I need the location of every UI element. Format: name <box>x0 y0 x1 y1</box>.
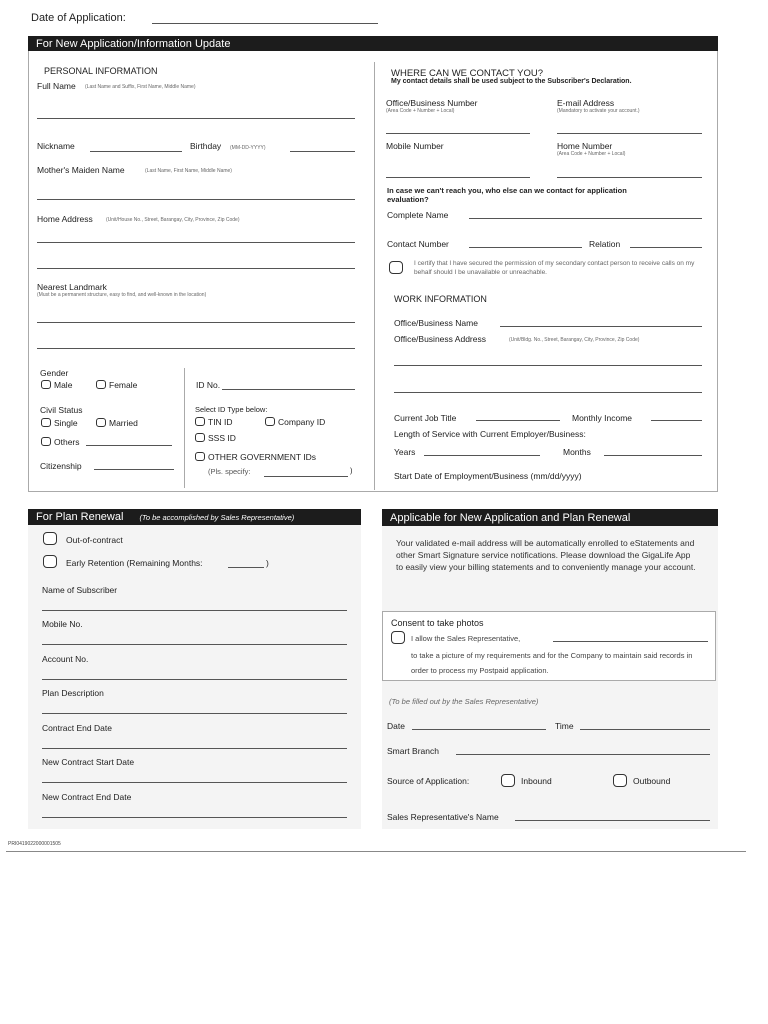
years-label: Years <box>394 447 416 457</box>
job-title-field[interactable] <box>476 420 560 421</box>
office-number-label: Office/Business Number <box>386 98 478 108</box>
subscriber-name-label: Name of Subscriber <box>42 585 118 595</box>
date-of-application-field[interactable] <box>152 23 378 24</box>
applicable-title: Applicable for New Application and Plan Renewal <box>390 511 631 524</box>
id-no-field[interactable] <box>222 389 355 390</box>
months-field[interactable] <box>604 455 702 456</box>
office-address-hint: (Unit/Bldg. No., Street, Barangay, City, Province, Zip Code) <box>509 337 640 343</box>
female-label: Female <box>109 380 138 390</box>
civil-status-label: Civil Status <box>40 405 83 415</box>
new-application-header <box>28 36 718 51</box>
landmark-field-1[interactable] <box>37 322 355 323</box>
column-divider <box>374 62 375 490</box>
sss-checkbox[interactable] <box>195 433 205 442</box>
full-name-label: Full Name <box>37 81 76 91</box>
source-label: Source of Application: <box>387 776 470 786</box>
others-field[interactable] <box>86 445 172 446</box>
sales-rep-note: (To be filled out by the Sales Representative) <box>389 697 539 706</box>
out-of-contract-checkbox[interactable] <box>43 532 57 545</box>
citizenship-label: Citizenship <box>40 461 82 471</box>
sss-label: SSS ID <box>208 433 236 443</box>
job-title-label: Current Job Title <box>394 413 457 423</box>
landmark-field-2[interactable] <box>37 348 355 349</box>
office-address-field-1[interactable] <box>394 365 702 366</box>
consent-checkbox[interactable] <box>391 631 405 644</box>
other-gov-checkbox[interactable] <box>195 452 205 461</box>
applicable-body: Your validated e-mail address will be automatically enrolled to eStatements and other Smart Signature service notifications. Please download the GigaLife App to easily view your billing statements and to conveniently manage your account. <box>396 538 696 572</box>
office-number-field[interactable] <box>386 133 530 134</box>
home-address-field-2[interactable] <box>37 268 355 269</box>
page-edge <box>6 851 746 852</box>
home-number-hint: (Area Code + Number + Local) <box>557 151 626 157</box>
early-retention-checkbox[interactable] <box>43 555 57 568</box>
personal-divider <box>184 368 185 488</box>
landmark-label: Nearest Landmark <box>37 282 107 292</box>
home-address-hint: (Unit/House No., Street, Barangay, City, Province, Zip Code) <box>106 217 240 223</box>
applicable-header <box>382 509 718 526</box>
email-hint: (Mandatory to activate your account.) <box>557 108 640 114</box>
mobile-number-field[interactable] <box>386 177 530 178</box>
early-retention-months-field[interactable] <box>228 567 264 568</box>
alt-contact-question: In case we can't reach you, who else can we contact for application evaluation? <box>387 186 627 204</box>
months-label: Months <box>563 447 591 457</box>
id-type-label: Select ID Type below: <box>195 405 268 414</box>
home-address-label: Home Address <box>37 214 93 224</box>
contract-end-label: Contract End Date <box>42 723 112 733</box>
office-address-field-2[interactable] <box>394 392 702 393</box>
new-contract-start-field[interactable] <box>42 782 347 783</box>
plan-renewal-header <box>28 509 361 525</box>
footer-code: PRI0419022000001505 <box>8 841 61 847</box>
monthly-income-field[interactable] <box>651 420 702 421</box>
contact-subtitle: My contact details shall be used subject to the Subscriber's Declaration. <box>391 78 632 85</box>
new-contract-end-label: New Contract End Date <box>42 792 132 802</box>
citizenship-field[interactable] <box>94 469 174 470</box>
full-name-hint: (Last Name and Suffix, First Name, Middle Name) <box>85 84 196 90</box>
certify-text: I certify that I have secured the permission of my secondary contact person to receive calls on my behalf should I be unavailable or unreachable. <box>414 260 695 276</box>
consent-line2: to take a picture of my requirements and for the Company to maintain said records in order to process my Postpaid application. <box>411 651 693 675</box>
years-field[interactable] <box>424 455 540 456</box>
other-gov-label: OTHER GOVERNMENT IDs <box>208 452 316 462</box>
female-checkbox[interactable] <box>96 380 106 389</box>
home-number-label: Home Number <box>557 141 613 151</box>
time-field[interactable] <box>580 729 710 730</box>
new-contract-end-field[interactable] <box>42 817 347 818</box>
office-address-label: Office/Business Address <box>394 334 486 344</box>
new-application-title: For New Application/Information Update <box>36 37 231 50</box>
email-label: E-mail Address <box>557 98 615 108</box>
company-id-label: Company ID <box>278 417 326 427</box>
work-info-title: WORK INFORMATION <box>394 294 487 304</box>
outbound-label: Outbound <box>633 776 671 786</box>
inbound-label: Inbound <box>521 776 552 786</box>
sales-rep-name-field[interactable] <box>515 820 710 821</box>
nickname-label: Nickname <box>37 141 75 151</box>
account-no-field[interactable] <box>42 679 347 680</box>
birthday-field[interactable] <box>290 151 355 152</box>
sales-rep-name-consent-field[interactable] <box>553 641 708 642</box>
nickname-field[interactable] <box>90 151 182 152</box>
home-number-field[interactable] <box>557 177 702 178</box>
out-of-contract-label: Out-of-contract <box>66 535 123 545</box>
date-field[interactable] <box>412 729 546 730</box>
email-field[interactable] <box>557 133 702 134</box>
married-label: Married <box>109 418 138 428</box>
complete-name-label: Complete Name <box>387 210 449 220</box>
mobile-no-label: Mobile No. <box>42 619 83 629</box>
married-checkbox[interactable] <box>96 418 106 427</box>
plan-description-field[interactable] <box>42 713 347 714</box>
new-contract-start-label: New Contract Start Date <box>42 757 135 767</box>
gender-label: Gender <box>40 368 69 378</box>
mobile-no-field[interactable] <box>42 644 347 645</box>
early-retention-close: ) <box>266 558 269 568</box>
plan-renewal-note: (To be accomplished by Sales Representative) <box>139 512 295 522</box>
time-label: Time <box>555 721 574 731</box>
inbound-checkbox[interactable] <box>501 774 515 787</box>
mothers-maiden-hint: (Last Name, First Name, Middle Name) <box>145 168 232 174</box>
monthly-income-label: Monthly Income <box>572 413 632 423</box>
single-checkbox[interactable] <box>41 418 51 427</box>
outbound-checkbox[interactable] <box>613 774 627 787</box>
start-date-label: Start Date of Employment/Business (mm/dd/yyyy) <box>394 471 582 481</box>
mothers-maiden-label: Mother's Maiden Name <box>37 165 125 175</box>
tin-checkbox[interactable] <box>195 417 205 426</box>
personal-info-title: PERSONAL INFORMATION <box>44 66 158 76</box>
others-label: Others <box>54 437 80 447</box>
plan-renewal-section <box>28 509 361 829</box>
others-checkbox[interactable] <box>41 437 51 446</box>
early-retention-label: Early Retention (Remaining Months: <box>66 558 203 568</box>
contact-title: WHERE CAN WE CONTACT YOU? <box>391 68 544 79</box>
home-address-field-1[interactable] <box>37 242 355 243</box>
plan-description-label: Plan Description <box>42 688 104 698</box>
date-of-application-label: Date of Application: <box>31 12 126 24</box>
mobile-number-label: Mobile Number <box>386 141 444 151</box>
smart-branch-field[interactable] <box>456 754 710 755</box>
tin-label: TIN ID <box>208 417 233 427</box>
consent-title: Consent to take photos <box>391 618 484 628</box>
id-no-label: ID No. <box>196 380 221 390</box>
relation-label: Relation <box>589 239 621 249</box>
office-name-field[interactable] <box>500 326 702 327</box>
account-no-label: Account No. <box>42 654 89 664</box>
landmark-hint: (Must be a permanent structure, easy to find, and well-known in the location) <box>37 292 207 298</box>
birthday-hint: (MM-DD-YYYY) <box>230 145 266 151</box>
length-service-label: Length of Service with Current Employer/Business: <box>394 429 586 439</box>
contract-end-field[interactable] <box>42 748 347 749</box>
plan-renewal-title: For Plan Renewal <box>36 511 124 523</box>
mothers-maiden-field[interactable] <box>37 199 355 200</box>
relation-field[interactable] <box>630 247 702 248</box>
sales-rep-name-label: Sales Representative's Name <box>387 812 499 822</box>
office-number-hint: (Area Code + Number + Local) <box>386 108 455 114</box>
contact-number-label: Contact Number <box>387 239 449 249</box>
certify-checkbox[interactable] <box>389 261 403 274</box>
single-label: Single <box>54 418 78 428</box>
pls-specify-close: ) <box>350 466 353 475</box>
date-label: Date <box>387 721 405 731</box>
subscriber-name-field[interactable] <box>42 610 347 611</box>
birthday-label: Birthday <box>190 141 222 151</box>
complete-name-field[interactable] <box>469 218 702 219</box>
office-name-label: Office/Business Name <box>394 318 478 328</box>
contact-number-field[interactable] <box>469 247 582 248</box>
male-label: Male <box>54 380 73 390</box>
pls-specify-field[interactable] <box>264 476 348 477</box>
male-checkbox[interactable] <box>41 380 51 389</box>
consent-line1: I allow the Sales Representative, <box>411 634 521 643</box>
company-id-checkbox[interactable] <box>265 417 275 426</box>
smart-branch-label: Smart Branch <box>387 746 439 756</box>
pls-specify-label: (Pls. specify: <box>208 467 251 476</box>
full-name-field[interactable] <box>37 118 355 119</box>
